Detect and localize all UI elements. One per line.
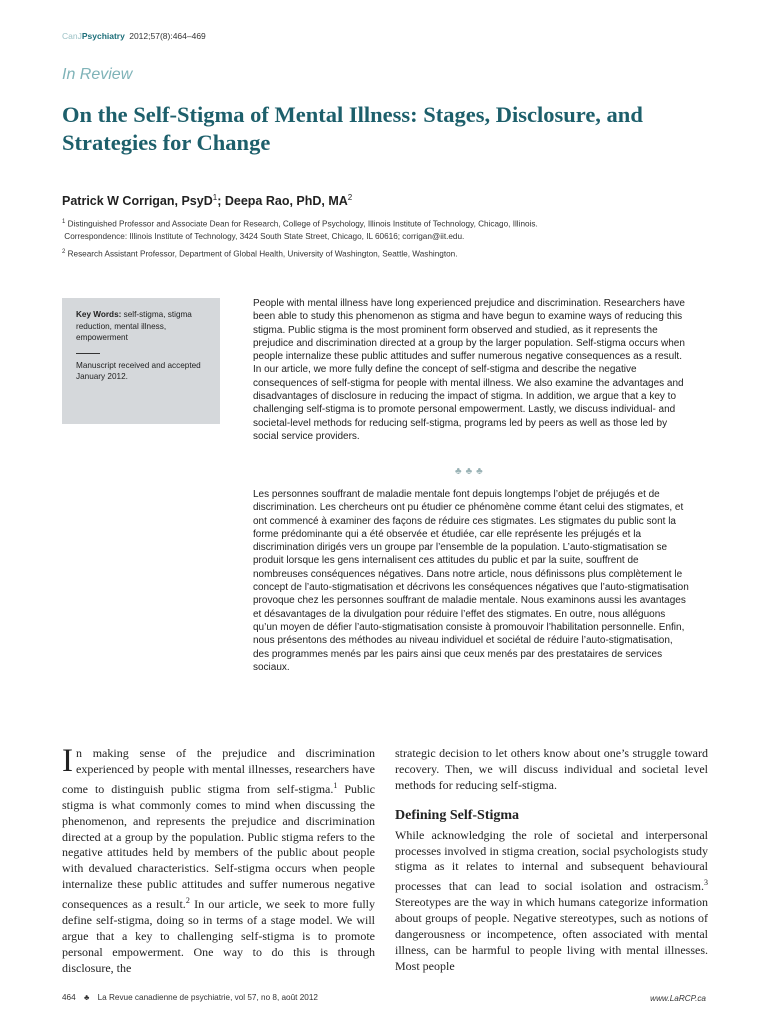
author-2-sup: 2	[347, 193, 353, 202]
manuscript-note: Manuscript received and accepted January 2012.	[76, 360, 201, 381]
maple-leaf-icon: ♣	[465, 466, 477, 477]
fleuron-divider	[455, 466, 487, 477]
author-1-sup: 1	[212, 193, 218, 202]
affiliation-2	[62, 246, 722, 261]
correspondence: Correspondence: Illinois Institute of Technology, 3424 South State Street, Chicago, IL 60616; corrigan@iit.edu.	[64, 231, 465, 241]
footer-journal: La Revue canadienne de psychiatrie, vol 57, no 8, août 2012	[97, 993, 318, 1002]
abstract-french: Les personnes souffrant de maladie mentale font depuis longtemps l’objet de préjugés et de discrimination. Les chercheurs ont pu étudier ce phénomène comme étant celui des stigmates, et ont commencé à examiner des façons de réduire ces stigmates. Les stigmates du public sont la forme prédominante qui a été observée et étudiée, car elle représente les préjugés et la discrimination dirigés vers un groupe par l’ensemble de la population. L’auto-stigmatisation se produit lorsque les gens internalisent ces attitudes du public et par la suite, souffrent de nombreuses conséquences négatives. Dans notre article, nous définissons plus complètement le concept de l’auto-stigmatisation et décrivons les conséquences négatives que l’auto-stigmatisation provoque chez les personnes souffrant de maladie mentale. Nous examinons aussi les avantages et désavantages de la divulgation pour réduire l’effet des stigmates. En outre, nous alléguons qu’un moyen de défier l’auto-stigmatisation consiste à promouvoir l’habilitation personnelle. Enfin, nous présentons des méthodes au niveau individuel et sociétal de réduire l’auto-stigmatisation, des programmes menés par les pairs ainsi que ceux menés par des prestataires de services sociaux.	[253, 489, 689, 673]
key-words-box	[62, 298, 220, 424]
author-1: Patrick W Corrigan, PsyD	[62, 194, 213, 209]
body-paragraph	[395, 828, 708, 975]
article-title: On the Self-Stigma of Mental Illness: Stages, Disclosure, and Strategies for Change	[62, 102, 643, 155]
footer-url[interactable]: www.LaRCP.ca	[650, 994, 706, 1003]
drop-cap: I	[62, 743, 73, 779]
reference-marker[interactable]: 2	[185, 896, 190, 906]
affiliation-1-sup: 1	[62, 219, 66, 225]
journal-prefix: CanJ	[62, 31, 82, 41]
author-line	[62, 193, 352, 208]
body-text: In our article, we seek to more fully define self-stigma, doing so in terms of a stage model. We will argue that a key to challenging self-stigma is to promote personal empowerment. One way to do this is through disclosure, the	[62, 897, 376, 975]
abstract-english: People with mental illness have long experienced prejudice and discrimination. Researchers have been able to study this phenomenon as stigma and have begun to examine ways of reducing this stigma. Public stigma is the most prominent form observed and studied, as it represents the prejudice and discrimination directed at a group by the larger population. Self-stigma occurs when people internalize these public attitudes and suffer numerous negative consequences as a result. In our article, we more fully define the concept of self-stigma and describe the negative consequences of self-stigma for people with mental illness. We also examine the advantages and disadvantages of disclosure in reducing the impact of stigma. In addition, we argue that a key to challenging self-stigma is to promote personal empowerment. Lastly, we discuss individual- and societal-level methods for reducing self-stigma, programs led by peers as well as those led by social service providers.	[253, 298, 685, 442]
affiliation-1-text: Distinguished Professor and Associate Dean for Research, College of Psychology, Illinois Institute of Technology, Chicago, Illinois.	[67, 219, 538, 229]
divider	[76, 353, 100, 354]
journal-name: Psychiatry	[81, 31, 125, 41]
section-label: In Review	[62, 66, 133, 83]
reference-marker[interactable]: 1	[333, 780, 338, 790]
body-text: strategic decision to let others know about one’s struggle toward recovery. Then, we will discuss individual and societal level methods for reducing self-stigma.	[395, 746, 708, 792]
body-column-2	[395, 746, 708, 975]
maple-leaf-icon: ♣	[476, 466, 487, 477]
affiliation-2-text: Research Assistant Professor, Department of Global Health, University of Washington, Seattle, Washington.	[67, 249, 458, 259]
body-text: While acknowledging the role of societal and interpersonal processes involved in stigma creation, social psychologists study stigma as it relates to internal and subsequent behavioural processes that can lead to social isolation and ostracism.	[395, 827, 708, 894]
key-words-label: Key Words:	[76, 310, 122, 319]
reference-marker[interactable]: 3	[704, 878, 708, 888]
author-separator: ;	[217, 194, 225, 209]
affiliation-1	[62, 216, 722, 243]
journal-citation	[62, 31, 206, 41]
maple-leaf-icon: ♣	[455, 466, 466, 477]
body-text: n making sense of the prejudice and discrimination experienced by people with mental illnesses, researchers have come to distinguish public stigma from self-stigma.	[62, 746, 375, 796]
body-text: Public stigma is what commonly comes to mind when discussing the phenomenon, and represents the prejudice and discrimination directed at a group by the population. Public stigma refers to the negative attitudes held by members of the public about people with devalued characteristics. Self-stigma occurs when people internalize these public attitudes and suffer numerous negative consequences as a result.	[62, 781, 375, 912]
section-heading: Defining Self-Stigma	[395, 807, 520, 823]
maple-leaf-icon: ♣	[83, 993, 90, 1002]
affiliation-2-sup: 2	[62, 249, 66, 255]
key-words: self-stigma, stigma reduction, mental illness, empowerment	[76, 310, 192, 342]
body-column-1	[62, 743, 376, 977]
citation: 2012;57(8):464–469	[129, 31, 206, 41]
body-text: Stereotypes are the way in which humans categorize information about groups of people. Negative stereotypes, such as notions of dangerousness or incompetence, often associated with mental illness, can be harmful to people living with mental illnesses. Most people	[395, 895, 708, 973]
author-2: Deepa Rao, PhD, MA	[224, 194, 348, 209]
footer-left	[62, 993, 318, 1002]
page-number: 464	[62, 993, 76, 1002]
